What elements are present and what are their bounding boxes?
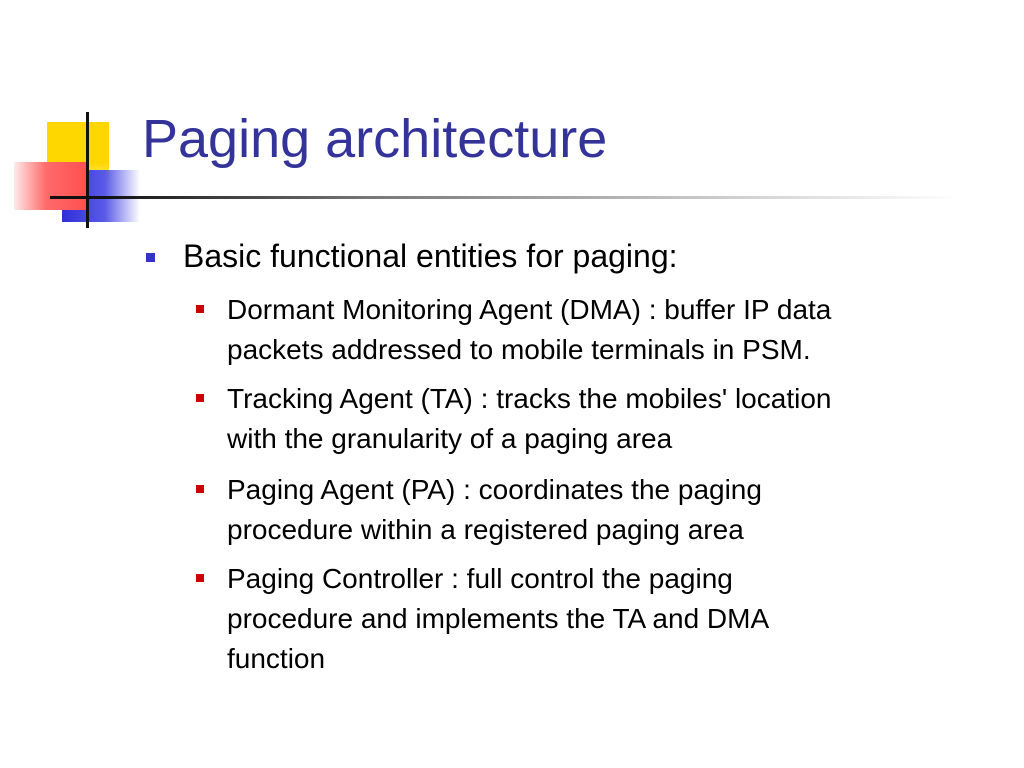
sub-bullet-line: function (227, 643, 326, 674)
sub-bullet-line: procedure within a registered paging area (227, 514, 744, 545)
square-bullet-icon (196, 394, 204, 402)
sub-bullet-line: procedure and implements the TA and DMA (227, 603, 770, 634)
sub-bullet-text (227, 470, 977, 550)
square-bullet-icon (196, 305, 204, 313)
square-bullet-icon (196, 485, 204, 493)
square-bullet-icon (146, 253, 155, 262)
sub-bullet-line: Dormant Monitoring Agent (DMA) : buffer IP data (227, 294, 832, 325)
sub-bullet-line: with the granularity of a paging area (227, 423, 673, 454)
sub-bullet-line: Tracking Agent (TA) : tracks the mobiles' location (227, 383, 832, 414)
slide-title: Paging architecture (142, 109, 608, 169)
main-bullet-text: Basic functional entities for paging: (183, 238, 678, 274)
square-bullet-icon (196, 574, 204, 582)
sub-bullet-text (227, 290, 977, 370)
sub-bullet-text (227, 379, 977, 459)
sub-bullet-line: Paging Agent (PA) : coordinates the paging (227, 474, 762, 505)
sub-bullet-line: Paging Controller : full control the paging (227, 563, 733, 594)
sub-bullet-text (227, 559, 977, 679)
sub-bullet-line: packets addressed to mobile terminals in PSM. (227, 334, 811, 365)
